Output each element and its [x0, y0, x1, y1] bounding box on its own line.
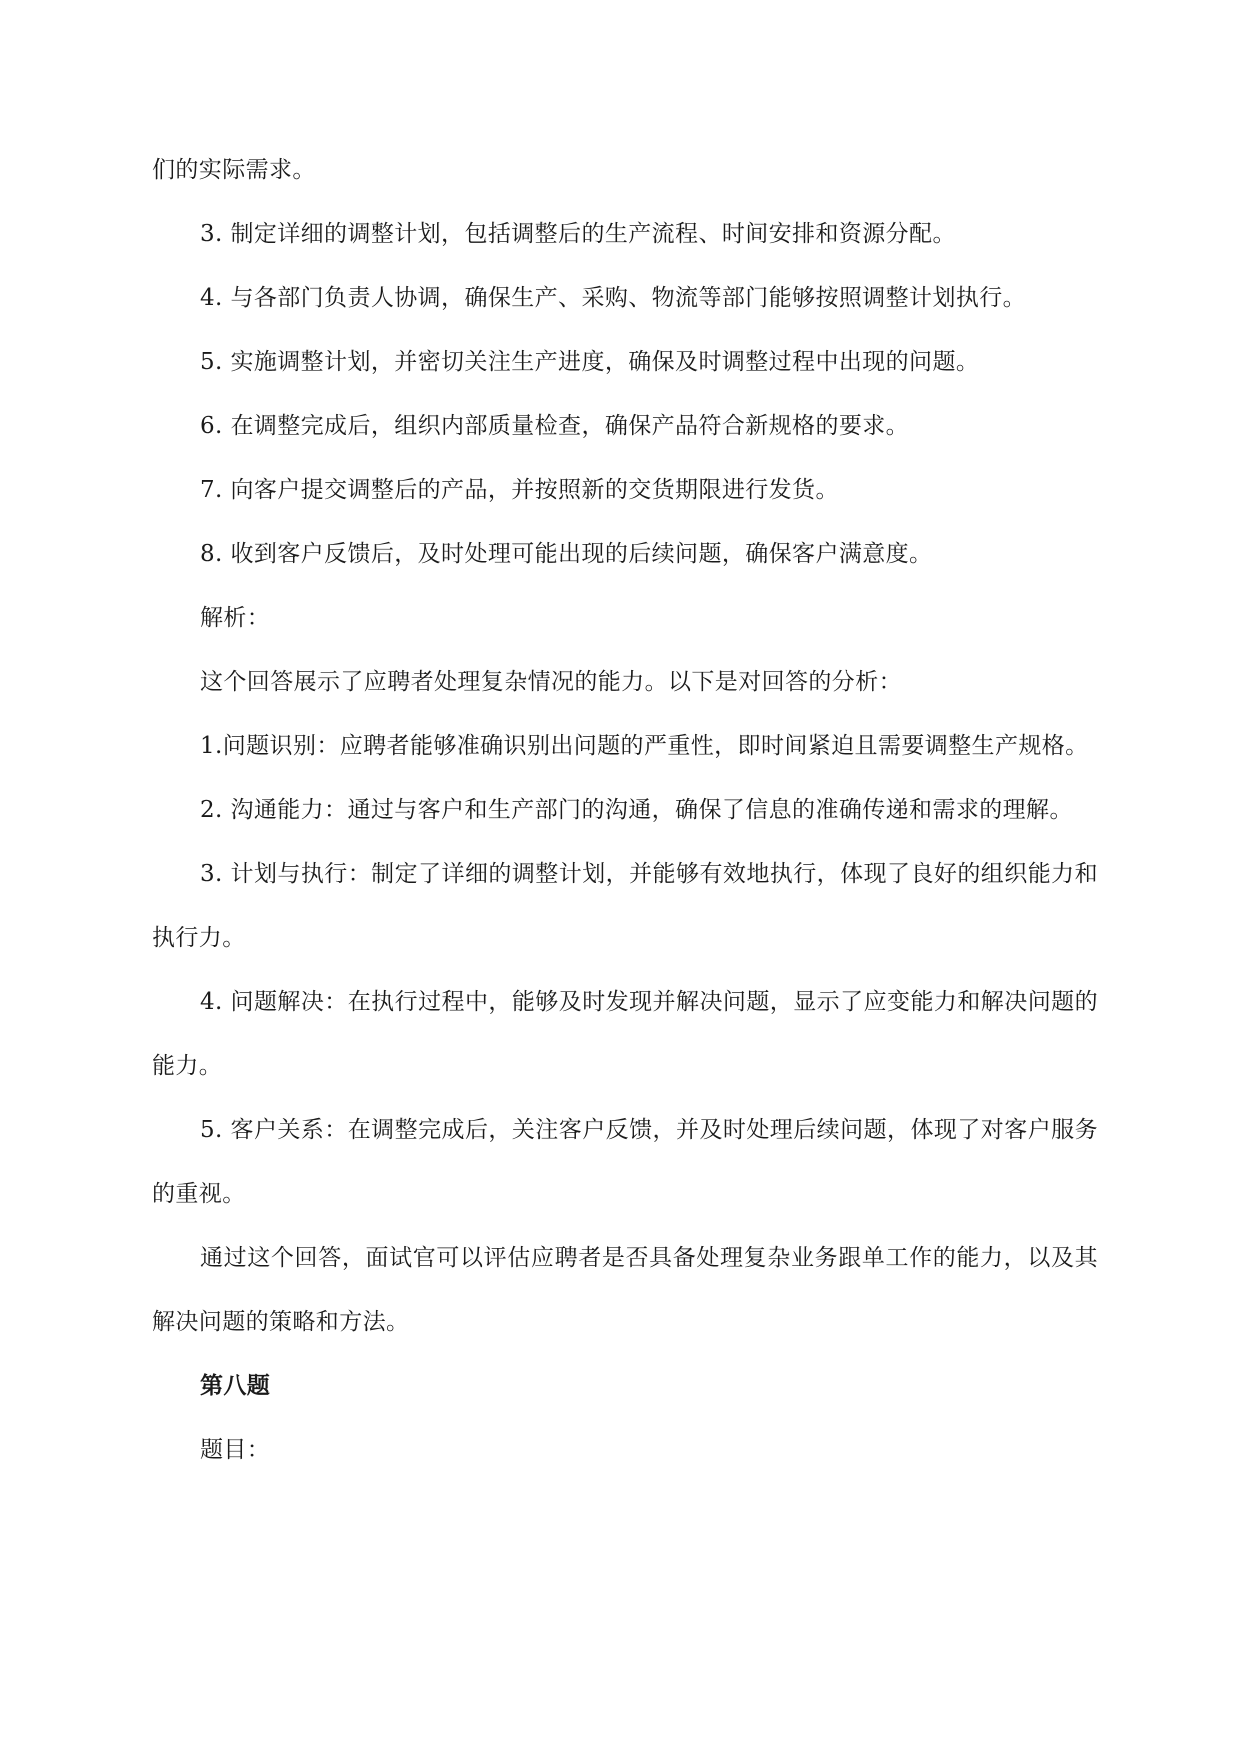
- analysis-item: 4. 问题解决：在执行过程中，能够及时发现并解决问题，显示了应变能力和解决问题的能力。: [152, 989, 1098, 1079]
- question-label: 题目：: [200, 1437, 271, 1463]
- list-item: 8. 收到客户反馈后，及时处理可能出现的后续问题，确保客户满意度。: [200, 541, 933, 567]
- list-item: 7. 向客户提交调整后的产品，并按照新的交货期限进行发货。: [200, 477, 839, 503]
- section-heading: 第八题: [200, 1372, 271, 1399]
- paragraph: 这个回答展示了应聘者处理复杂情况的能力。以下是对回答的分析：: [200, 669, 902, 695]
- list-item: 6. 在调整完成后，组织内部质量检查，确保产品符合新规格的要求。: [200, 413, 910, 439]
- analysis-item: 3. 计划与执行：制定了详细的调整计划，并能够有效地执行，体现了良好的组织能力和执行力。: [152, 861, 1098, 951]
- analysis-label: 解析：: [200, 605, 271, 631]
- list-item: 5. 实施调整计划，并密切关注生产进度，确保及时调整过程中出现的问题。: [200, 349, 980, 375]
- analysis-item: 2. 沟通能力：通过与客户和生产部门的沟通，确保了信息的准确传递和需求的理解。: [200, 797, 1073, 823]
- document-body: [152, 138, 1098, 1482]
- list-item: 3. 制定详细的调整计划，包括调整后的生产流程、时间安排和资源分配。: [200, 221, 956, 247]
- paragraph: 们的实际需求。: [152, 157, 316, 183]
- list-item: 4. 与各部门负责人协调，确保生产、采购、物流等部门能够按照调整计划执行。: [200, 285, 1027, 311]
- analysis-item: 5. 客户关系：在调整完成后，关注客户反馈，并及时处理后续问题，体现了对客户服务的重视。: [152, 1117, 1098, 1207]
- paragraph: 通过这个回答，面试官可以评估应聘者是否具备处理复杂业务跟单工作的能力，以及其解决问题的策略和方法。: [152, 1245, 1098, 1335]
- analysis-item: 1.问题识别：应聘者能够准确识别出问题的严重性，即时间紧迫且需要调整生产规格。: [200, 733, 1089, 759]
